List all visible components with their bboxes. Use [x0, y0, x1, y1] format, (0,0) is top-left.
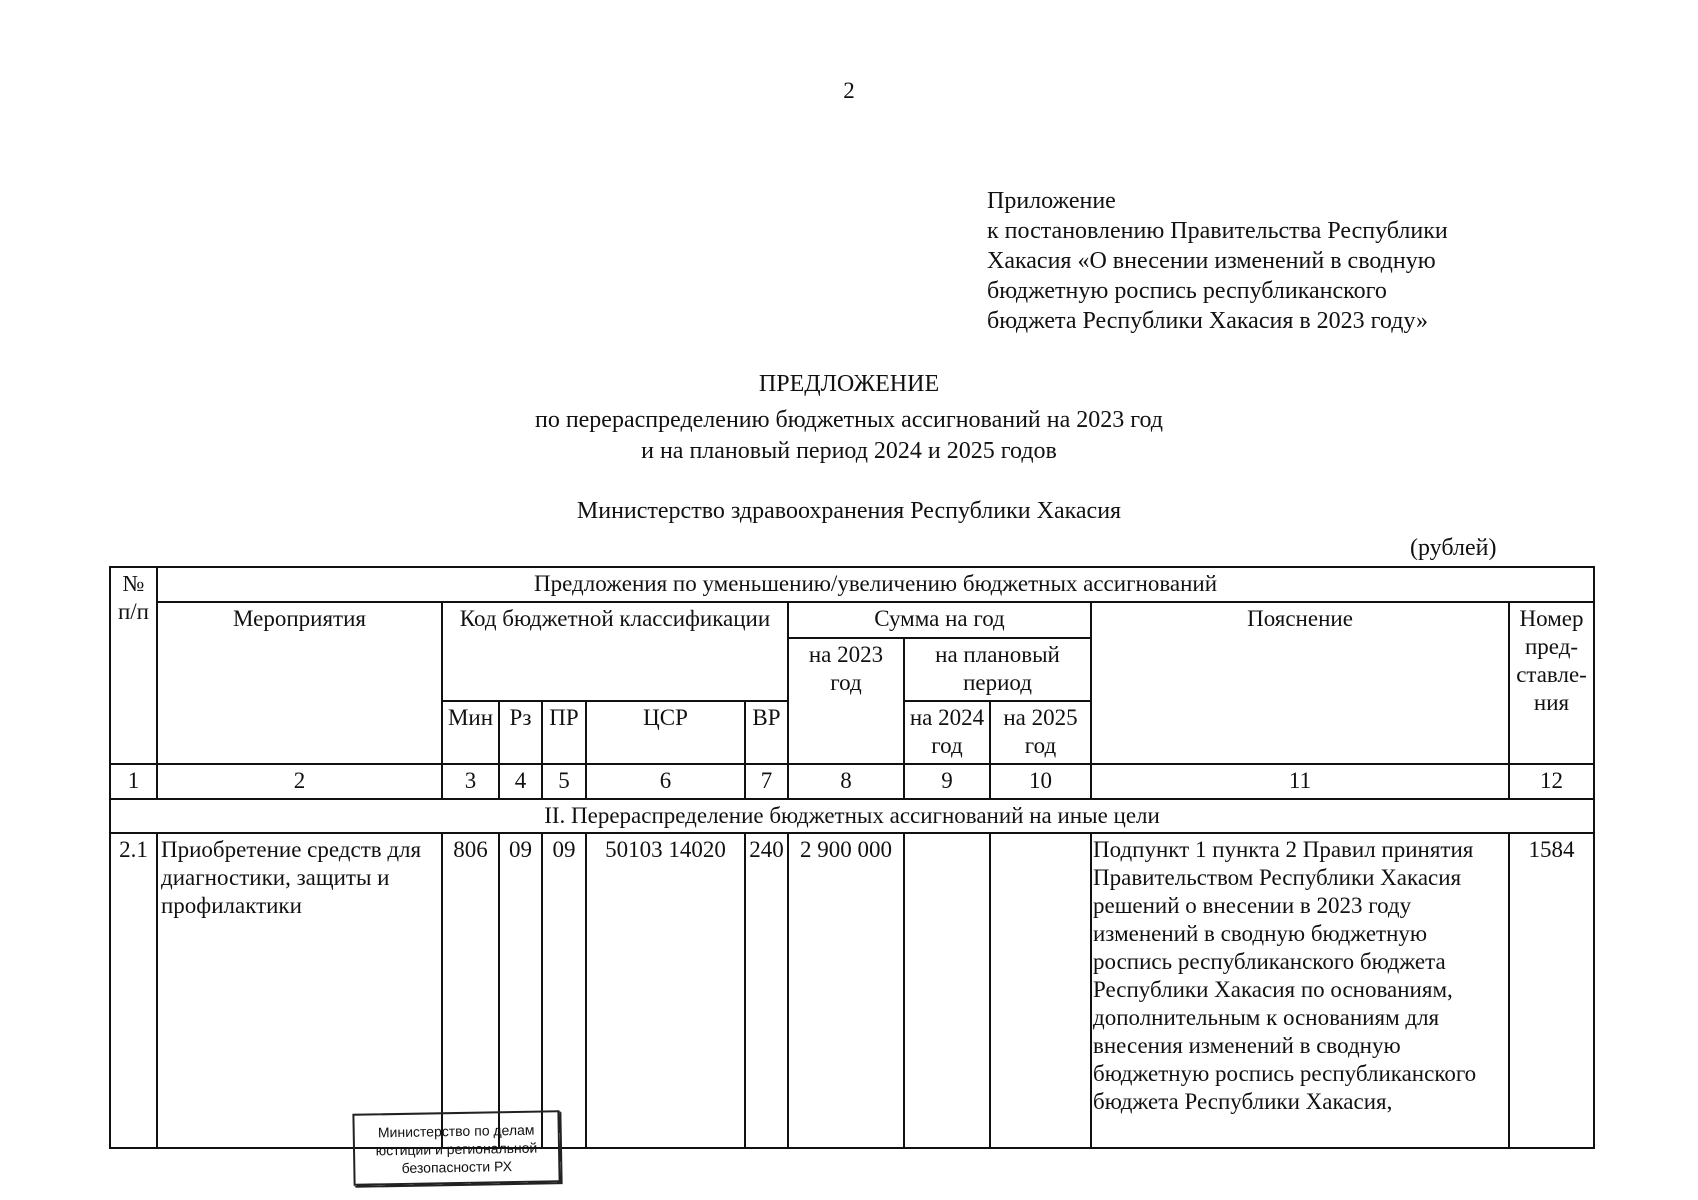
column-number: 8 — [788, 764, 904, 799]
row-explanation: Подпункт 1 пункта 2 Правил принятия Правительством Республики Хакасия решений о внесении в 2023 году изменений в сводную бюджетную роспись республиканского бюджета Республики Хакасия по основаниям, дополнительным к основаниям для внесения изменений в сводную бюджетную роспись республиканского бюджета Республики Хакасия, — [1091, 833, 1509, 1148]
row-event: Приобретение средств для диагностики, защиты и профилактики — [157, 833, 442, 1148]
column-number: 10 — [990, 764, 1091, 799]
row-vr: 240 — [745, 833, 788, 1148]
row-min: 806 — [442, 833, 499, 1148]
row-rz: 09 — [499, 833, 542, 1148]
column-number: 7 — [745, 764, 788, 799]
column-number: 1 — [110, 764, 157, 799]
header-vr: ВР — [745, 701, 788, 764]
subtitle-line: и на плановый период 2024 и 2025 годов — [641, 438, 1057, 464]
header-submission: Номер пред-ставле-ния — [1509, 602, 1594, 764]
appendix-block — [987, 186, 1448, 336]
row-pr: 09 — [542, 833, 586, 1148]
document-title: ПРЕДЛОЖЕНИЕ — [758, 371, 940, 397]
header-sum: Сумма на год — [788, 602, 1091, 638]
row-sum-2025 — [990, 833, 1091, 1148]
budget-table — [109, 566, 1595, 1149]
row-sum-2024 — [904, 833, 990, 1148]
page-number: 2 — [843, 78, 855, 103]
column-number: 9 — [904, 764, 990, 799]
column-number: 12 — [1509, 764, 1594, 799]
document-subtitle — [0, 405, 1698, 467]
header-year-2025: на 2025 год — [990, 701, 1091, 764]
column-number: 2 — [157, 764, 442, 799]
header-min: Мин — [442, 701, 499, 764]
row-csr: 50103 14020 — [586, 833, 745, 1148]
header-num: № п/п — [110, 567, 157, 764]
header-csr: ЦСР — [586, 701, 745, 764]
column-number: 5 — [542, 764, 586, 799]
column-number: 4 — [499, 764, 542, 799]
header-year-2023: на 2023 год — [788, 638, 904, 764]
header-rz: Рз — [499, 701, 542, 764]
table-row — [110, 833, 1594, 1148]
column-number-row — [110, 764, 1594, 799]
header-code: Код бюджетной классификации — [442, 602, 788, 701]
appendix-line: бюджета Республики Хакасия в 2023 году» — [987, 308, 1429, 334]
subtitle-line: по перераспределению бюджетных ассигнований на 2023 год — [534, 407, 1164, 433]
row-num: 2.1 — [110, 833, 157, 1148]
header-pr: ПР — [542, 701, 586, 764]
header-explanation: Пояснение — [1091, 602, 1509, 764]
units-label: (рублей) — [1410, 535, 1497, 561]
section-title: II. Перераспределение бюджетных ассигнований на иные цели — [110, 799, 1594, 833]
header-plan-period: на плановый период — [904, 638, 1091, 701]
appendix-line: Приложение — [987, 188, 1116, 214]
appendix-line: Хакасия «О внесении изменений в сводную — [987, 248, 1436, 274]
ministry-stamp — [352, 1110, 560, 1186]
appendix-line: бюджетную роспись республиканского — [987, 278, 1387, 304]
ministry-name: Министерство здравоохранения Республики Хакасия — [576, 498, 1122, 524]
column-number: 11 — [1091, 764, 1509, 799]
stamp-line: безопасности РХ — [401, 1158, 513, 1176]
row-submission: 1584 — [1509, 833, 1594, 1148]
row-sum-2023: 2 900 000 — [788, 833, 904, 1148]
column-number: 6 — [586, 764, 745, 799]
header-group: Предложения по уменьшению/увеличению бюджетных ассигнований — [157, 567, 1594, 602]
header-year-2024: на 2024 год — [904, 701, 990, 764]
column-number: 3 — [442, 764, 499, 799]
stamp-line: Министерство по делам — [377, 1121, 535, 1141]
appendix-line: к постановлению Правительства Республики — [987, 218, 1448, 244]
header-events: Мероприятия — [157, 602, 442, 764]
stamp-line: юстиции и региональной — [375, 1139, 538, 1159]
